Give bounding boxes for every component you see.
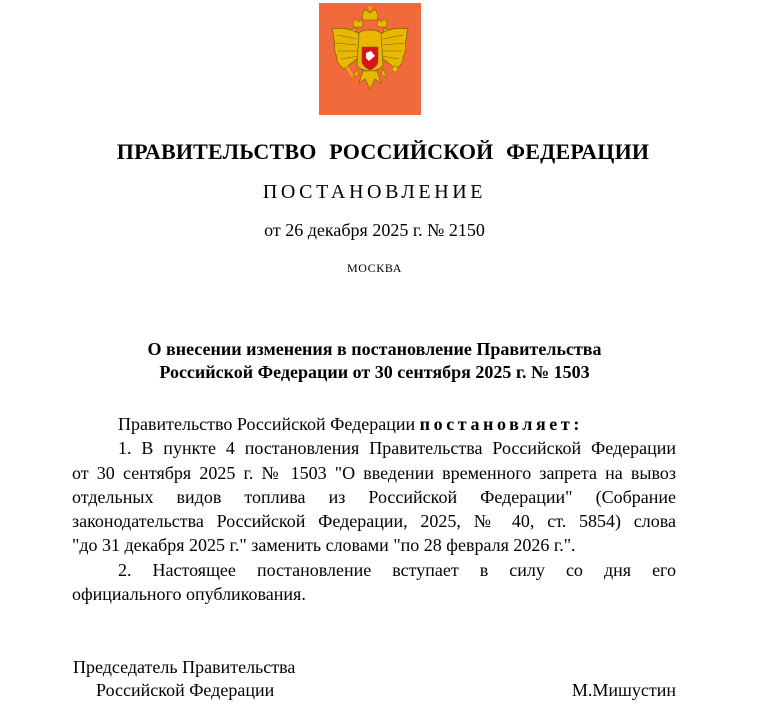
document-date-number: от 26 декабря 2025 г. № 2150 (264, 220, 485, 240)
document-body (72, 412, 676, 606)
intro-keyword: постановляет: (419, 414, 583, 434)
paragraph-1-line: законодательства Российской Федерации, 2025, № 40, ст. 5854) слова (72, 511, 676, 532)
signatory-position (73, 656, 295, 702)
position-line: Председатель Правительства (73, 657, 296, 677)
intro-prefix: Правительство Российской Федерации (118, 414, 416, 434)
paragraph-2-line: 2. Настоящее постановление вступает в силу со дня его (118, 559, 676, 580)
subject-line: О внесении изменения в постановление Правительства (147, 339, 602, 359)
paragraph-1-line: 1. В пункте 4 постановления Правительства Российской Федерации (118, 438, 676, 459)
intro-line (72, 412, 676, 436)
subject-line: Российской Федерации от 30 сентября 2025 г. № 1503 (159, 362, 590, 382)
government-title: ПРАВИТЕЛЬСТВО РОССИЙСКОЙ ФЕДЕРАЦИИ (116, 139, 650, 164)
document-type: ПОСТАНОВЛЕНИЕ (262, 181, 487, 203)
signatory-name: М.Мишустин (571, 680, 676, 700)
position-line: Российской Федерации (96, 680, 275, 700)
paragraph-1-line: от 30 сентября 2025 г. № 1503 "О введении временного запрета на вывоз (72, 462, 676, 483)
coat-of-arms-icon (319, 3, 421, 115)
paragraph-2-line: официального опубликования. (72, 584, 306, 605)
paragraph-1-line: отдельных видов топлива из Российской Федерации" (Собрание (72, 486, 676, 507)
document-subject (0, 338, 749, 384)
paragraph-1-line: "до 31 декабря 2025 г." заменить словами "по 28 февраля 2026 г.". (72, 535, 576, 556)
document-city: МОСКВА (346, 261, 402, 275)
